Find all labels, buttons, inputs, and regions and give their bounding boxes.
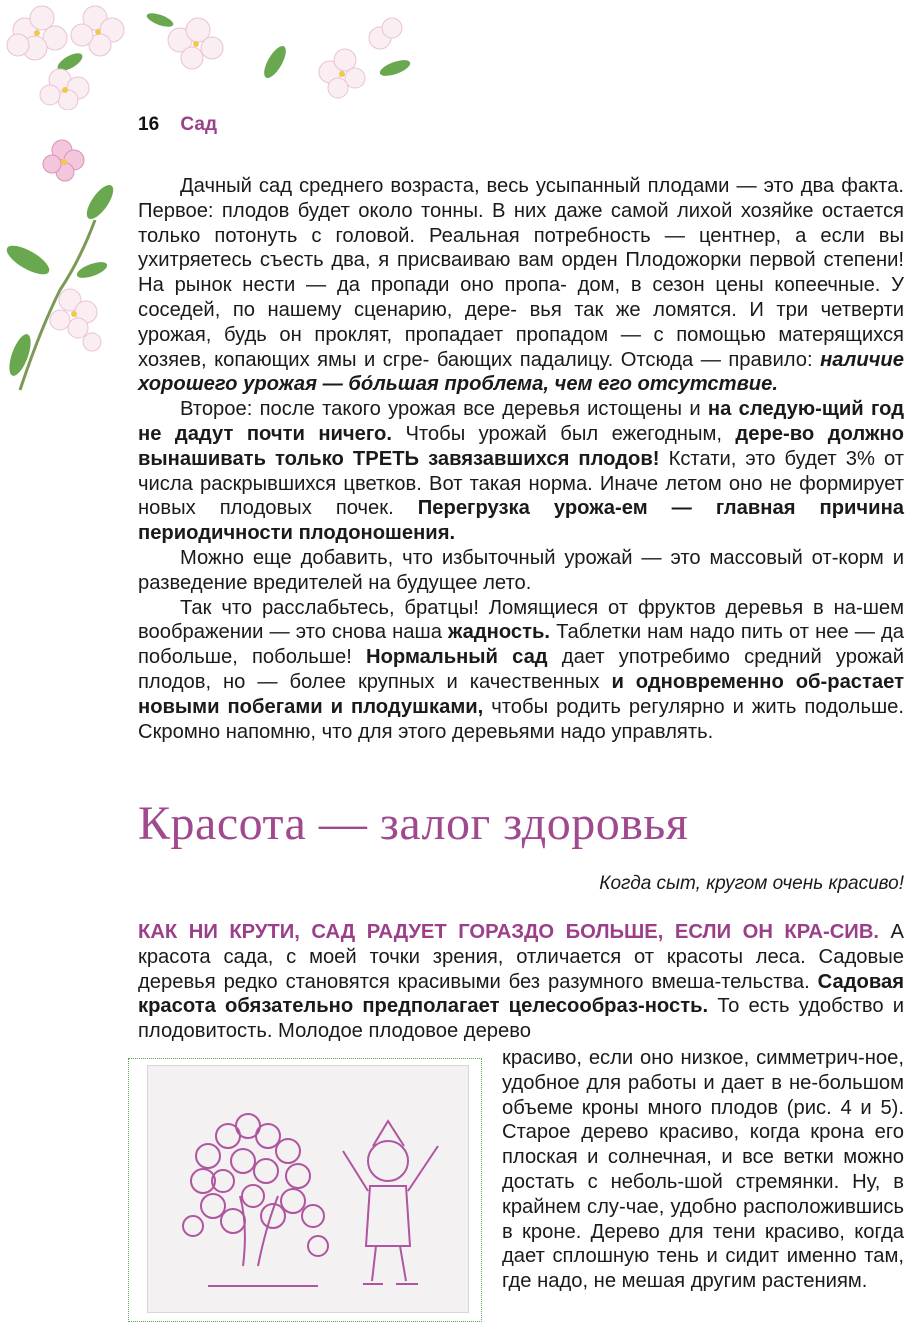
rule-emphasis: наличие хорошего урожая —: [138, 348, 904, 396]
wrapped-text: красиво, если оно низкое, симметрич-ное, удобное для работы и дает в не-большом объеме кроны много плодов (рис. 4 и 5). Старое дерево красиво, когда крона его плоская и солнечная, и все ветки можно достать с неболь-шой стремянки. Ну, в крайнем слу-чае, удобно расположившись в кроне. Дерево для тени красиво, когда дает сплошную тень и сидит именно там, где надо, не мешая другим растениям.: [502, 1047, 904, 1293]
body-text: [138, 174, 904, 744]
figure-frame: [128, 1058, 482, 1322]
paragraph-4: Так что расслабьтесь, братцы! Ломящиеся от фруктов деревья в на-шем воображении — это снова наша жадность. Таблетки нам надо пить от нее — да побольше, побольше! Нормальный сад дает употребимо средний урожай плодов, но — более крупных и качественных и одновременно об-растает новыми побегами и плодушками, чтобы родить регулярно и жить подольше. Скромно напомню, что для этого деревьями надо управлять.: [138, 596, 905, 743]
section-intro: КАК НИ КРУТИ, САД РАДУЕТ ГОРАЗДО БОЛЬШЕ, ЕСЛИ ОН КРА-СИВ. А красота сада, с моей точки зрения, отличается от красоты леса. Садовые деревья редко становятся красивыми без разумного вмеша-тельства. Садовая красота обязательно предполагает целесообраз-ность. То есть удобство и плодовитость. Молодое плодовое дерево: [138, 921, 905, 1043]
paragraph-1: Дачный сад среднего возраста, весь усыпанный плодами — это два факта. Первое: плодов будет около тонны. В них даже самой лихой хозяйке остается только потонуть с головой. Реальная потребность — центнер, а если вы ухитряетесь съесть два, я присваиваю вам орден Плодожорки первой степени! На рынок нести — да пропади оно пропа- дом, в сезон цены копеечные. У соседей, по нашему сценарию, дере- вья так же ломятся. И три четверти урожая, будь он проклят, пропадает пропадом — с помощью матерящихся хозяев, копающих ямы и сгре- бающих падалицу. Отсюда — правило: наличие хорошего урожая — бо́льшая проблема, чем его отсутствие.: [138, 175, 905, 396]
apple-blossom-icon: [0, 0, 430, 110]
apple-blossom-branch-icon: [0, 130, 125, 400]
paragraph-3: Можно еще добавить, что избыточный урожай — это массовый от-корм и разведение вредителей на будущее лето.: [138, 546, 904, 594]
paragraph-2: Второе: после такого урожая все деревья истощены и на следую-щий год не дадут почти ничего. Чтобы урожай был ежегодным, дере-во должно вынашивать только ТРЕТЬ завязавшихся плодов! Кстати, это будет 3% от числа раскрывшихся цветков. Вот такая норма. Иначе летом оно не формирует новых плодовых почек. Перегрузка урожа-ем — главная причина периодичности плодоношения.: [138, 398, 905, 545]
tree-and-gnome-sketch: [147, 1065, 469, 1313]
section-title: Сад: [180, 114, 218, 135]
lead-caps: КАК НИ КРУТИ, САД РАДУЕТ ГОРАЗДО БОЛЬШЕ, ЕСЛИ ОН КРА-СИВ.: [138, 921, 880, 943]
page-number: 16: [138, 114, 160, 135]
chapter-title: Красота — залог здоровья: [138, 797, 689, 850]
running-head: [138, 114, 217, 136]
epigraph: Когда сыт, кругом очень красиво!: [599, 873, 904, 894]
